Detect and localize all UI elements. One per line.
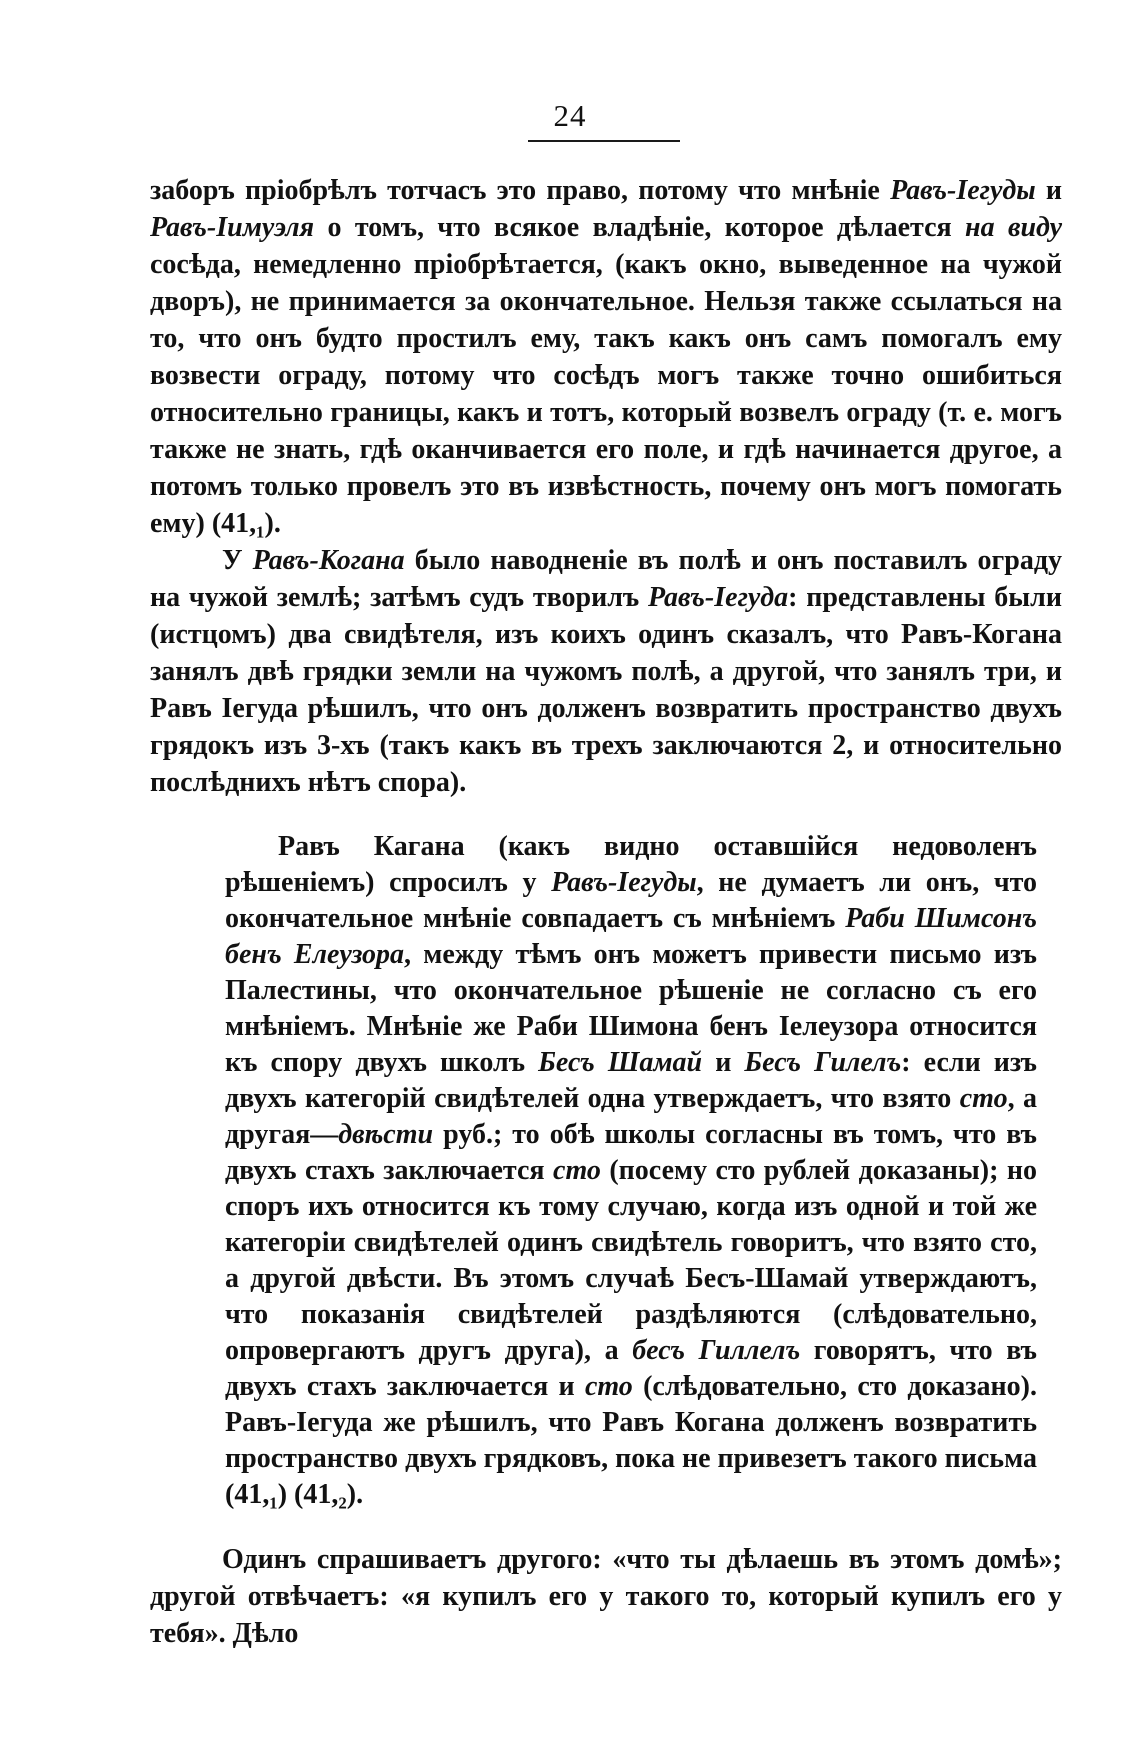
italic-name-text: двѣсти <box>338 1119 434 1150</box>
italic-name-text: Равъ-Іегуды <box>551 867 697 898</box>
body-text-run: сосѣда, немедленно пріобрѣтается, (какъ окно, выведенное на чужой дворъ), не принимается за окончательное. Нельзя также ссылаться на то, что онъ будто простилъ ему, такъ какъ онъ самъ помогалъ ему возвести ограду, потому что сосѣдъ могъ также точно ошибиться относительно границы, какъ и тотъ, который возвелъ ограду (т. е. могъ также не знать, гдѣ оканчивается его поле, и гдѣ начинается другое, а потомъ только провелъ это въ извѣстность, почему онъ могъ помогать ему) (41,₁). <box>150 249 1062 539</box>
paragraph-indented-commentary <box>225 829 1037 1513</box>
body-text-run: говорятъ, что въ двухъ стахъ заключается и <box>225 1335 1037 1402</box>
body-text-run: , а другая— <box>225 1083 1037 1150</box>
body-text-run: было наводненіе въ полѣ и онъ поставилъ ограду на чужой землѣ; затѣмъ судъ творилъ <box>150 545 1062 613</box>
page-number-rule <box>528 140 680 142</box>
paragraph-house-dispute <box>150 1541 1062 1652</box>
italic-name-text: Равъ-Іимуэля <box>150 212 315 243</box>
body-text-run: (посему сто рублей доказаны); но споръ ихъ относится къ тому случаю, когда изъ одной и той же категоріи свидѣтелей одинъ свидѣтель говоритъ, что взято сто, а другой двѣсти. Въ этомъ случаѣ Бесъ-Шамай утверждаютъ, что показанія свидѣтелей раздѣляются (слѣдовательно, опровергаютъ другъ друга), а <box>225 1155 1037 1366</box>
body-text-run: : представлены были (истцомъ) два свидѣтеля, изъ коихъ одинъ сказалъ, что Равъ-Когана занялъ двѣ грядки земли на чужомъ полѣ, а другой, что занялъ три, и Равъ Іегуда рѣшилъ, что онъ долженъ возвратить пространство двухъ грядокъ изъ 3-хъ (такъ какъ въ трехъ заключаются 2, и относительно послѣднихъ нѣтъ спора). <box>150 582 1062 798</box>
italic-name-text: сто <box>553 1155 601 1186</box>
body-text-run: Одинъ спрашиваетъ другого: «что ты дѣлаешь въ этомъ домѣ»; другой отвѣчаетъ: «я купилъ его у такого то, который купилъ его у тебя». Дѣло <box>150 1544 1062 1649</box>
italic-name-text: Равъ-Іегуды <box>890 175 1036 206</box>
body-text-run: Равъ Кагана (какъ видно оставшійся недоволенъ рѣшеніемъ) спросилъ у <box>225 831 1037 898</box>
body-text-run: руб.; то обѣ школы согласны въ томъ, что въ двухъ стахъ заключается <box>225 1119 1037 1186</box>
italic-name-text: Бесъ Гилелъ <box>744 1047 902 1078</box>
body-text-run: о томъ, что всякое владѣніе, которое дѣлается <box>314 212 966 243</box>
body-text-run: и <box>702 1047 745 1078</box>
body-text-run: , не думаетъ ли онъ, что окончательное мнѣніе совпадаетъ съ мнѣніемъ <box>225 867 1037 934</box>
italic-name-text: сто <box>959 1083 1008 1114</box>
page-number: 24 <box>553 98 587 133</box>
italic-name-text: Равъ-Когана <box>252 545 405 576</box>
body-text-run: : если изъ двухъ категорій свидѣтелей одна утверждаетъ, что взято <box>225 1047 1037 1114</box>
italic-name-text: сто <box>584 1371 633 1402</box>
page-text <box>150 172 1062 1652</box>
body-text-run: и <box>1035 175 1062 206</box>
italic-name-text: Раби Шимсонъ бенъ Елеузора <box>225 903 1038 970</box>
italic-name-text: бесъ Гиллелъ <box>632 1335 801 1366</box>
paragraph-boundary-law <box>150 172 1062 542</box>
body-text-run: (слѣдовательно, сто доказано). Равъ-Іегуда же рѣшилъ, что Равъ Когана долженъ возвратить пространство двухъ грядковъ, пока не привезетъ такого письма (41,₁) (41,₂). <box>225 1371 1037 1510</box>
paragraph-rav-kogana-flood <box>150 542 1062 801</box>
italic-name-text: Равъ-Іегуда <box>647 582 789 613</box>
italic-name-text: на виду <box>965 212 1062 243</box>
body-text-run: , между тѣмъ онъ можетъ привести письмо изъ Палестины, что окончательное рѣшеніе не согласно съ его мнѣніемъ. Мнѣніе же Раби Шимона бенъ Іелеузора относится къ спору двухъ школъ <box>225 939 1037 1078</box>
body-text-run: заборъ пріобрѣлъ тотчасъ это право, потому что мнѣніе <box>150 175 891 206</box>
body-text-run: У <box>222 545 253 576</box>
italic-name-text: Бесъ Шамай <box>538 1047 703 1078</box>
